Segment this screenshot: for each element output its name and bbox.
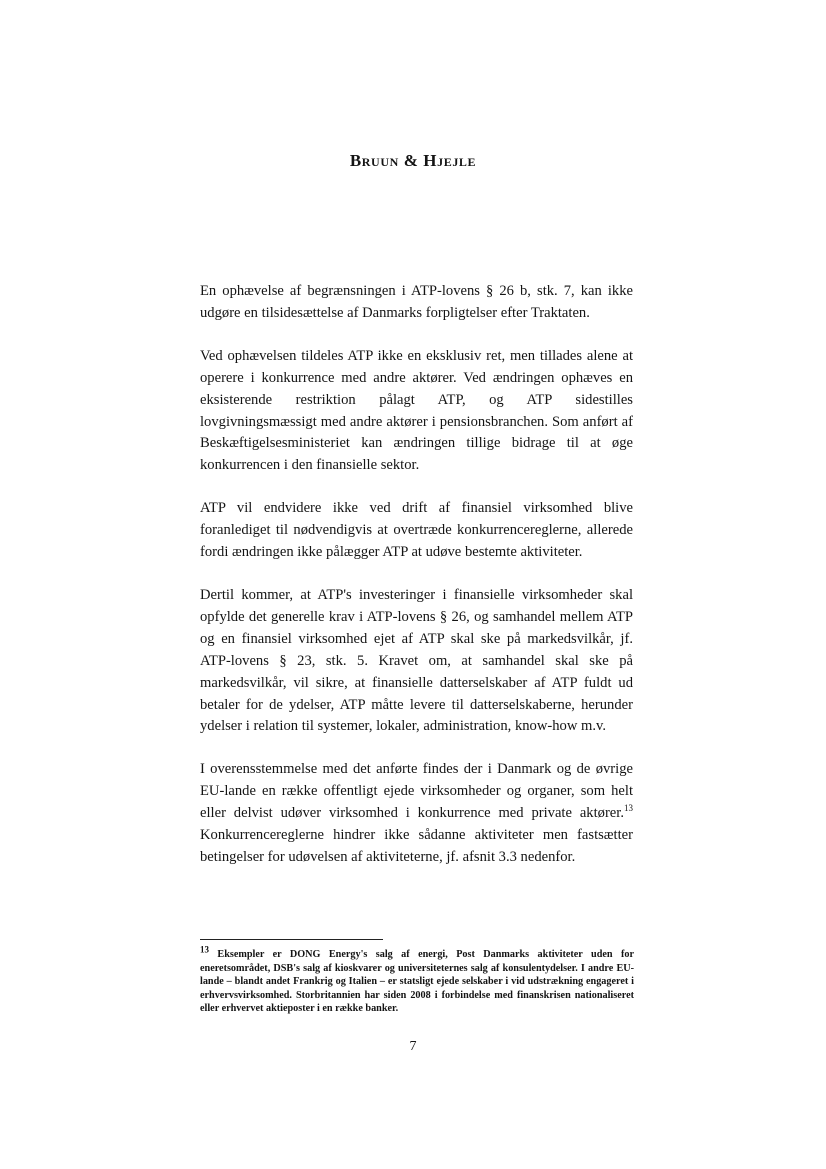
paragraph-5-text-b: Konkurrencereglerne hindrer ikke sådanne aktiviteter men fastsætter betingelser for udøvelsen af aktiviteterne, jf. afsnit 3.3 nedenfor. — [200, 827, 633, 865]
body-text — [200, 281, 633, 890]
footnote-reference[interactable]: 13 — [624, 803, 633, 814]
footnote-number: 13 — [200, 944, 209, 955]
paragraph-2: Ved ophævelsen tildeles ATP ikke en eksklusiv ret, men tillades alene at operere i konkurrence med andre aktører. Ved ændringen ophæves en eksisterende restriktion pålagt ATP, og ATP sidestilles lovgivningsmæssigt med andre aktører i pensionsbranchen. Som anført af Beskæftigelsesministeriet kan ændringen tillige bidrage til at øge konkurrencen i den finansielle sektor. — [200, 347, 633, 474]
paragraph-1: En ophævelse af begrænsningen i ATP-lovens § 26 b, stk. 7, kan ikke udgøre en tilsidesættelse af Danmarks forpligtelser efter Traktaten. — [200, 283, 633, 321]
paragraph-5 — [200, 759, 633, 869]
page-number: 7 — [409, 1039, 417, 1054]
paragraph-3: ATP vil endvidere ikke ved drift af finansiel virksomhed blive foranlediget til nødvendigvis at overtræde konkurrencereglerne, allerede fordi ændringen ikke pålægger ATP at udøve bestemte aktiviteter. — [200, 500, 633, 561]
paragraph-4: Dertil kommer, at ATP's investeringer i finansielle virksomheder skal opfylde det generelle krav i ATP-lovens § 26, og samhandel mellem ATP og en finansiel virksomhed ejet af ATP skal ske på markedsvilkår, jf. ATP-lovens § 23, stk. 5. Kravet om, at samhandel skal ske på markedsvilkår, vil sikre, at finansielle datterselskaber af ATP fuldt ud betaler for de ydelser, ATP måtte levere til datterselskaberne, herunder ydelser i relation til systemer, lokaler, administration, know-how m.v. — [200, 586, 633, 735]
footnote-text: Eksempler er DONG Energy's salg af energi, Post Danmarks aktiviteter uden for eneretsområdet, DSB's salg af kioskvarer og universiteternes salg af konsulentydelser. I andre EU-lande – blandt andet Frankrig og Italien – er statsligt ejede selskaber i vid udstrækning engageret i erhvervsvirksomhed. Storbritannien har siden 2008 i forbindelse med finanskrisen nationaliseret eller erhvervet aktieposter i en række banker. — [200, 949, 634, 1014]
footnote-divider — [200, 939, 383, 940]
footnote — [200, 944, 634, 1016]
firm-header: Bruun & Hjejle — [349, 151, 477, 170]
paragraph-5-text-a: I overensstemmelse med det anførte findes der i Danmark og de øvrige EU-lande en række offentligt ejede virksomheder og organer, som helt eller delvist udøver virksomhed i konkurrence med private aktører. — [200, 761, 633, 822]
